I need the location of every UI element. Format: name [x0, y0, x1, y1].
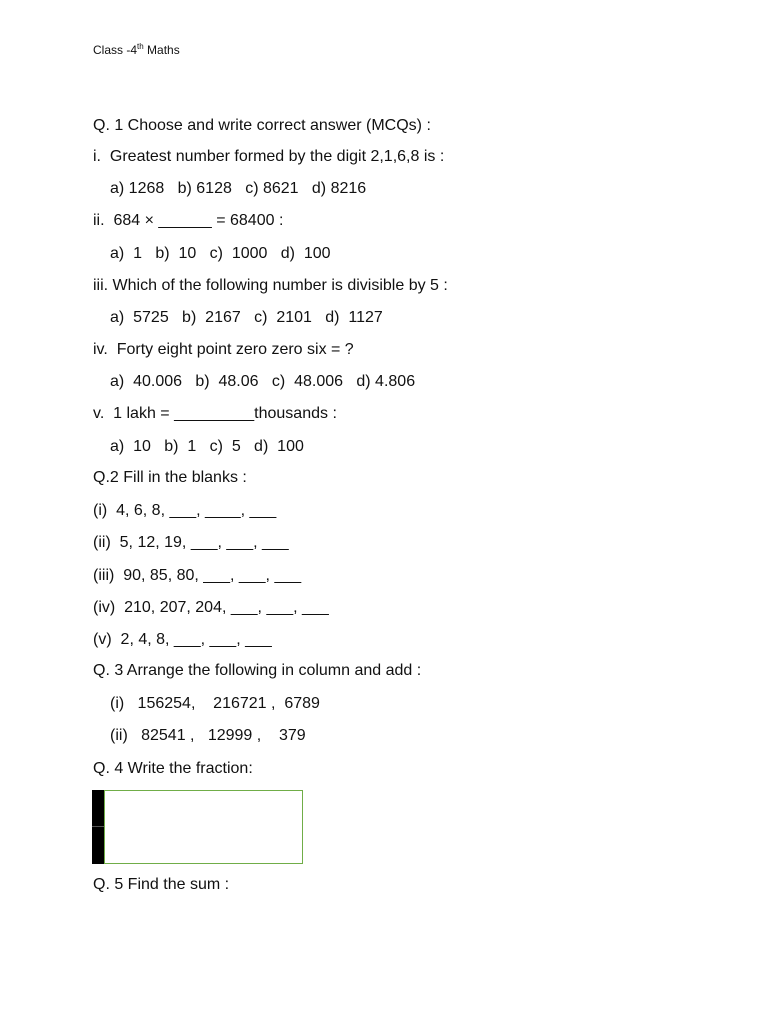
- q3-item-1: (i) 156254, 216721 , 6789: [110, 695, 320, 712]
- class-ordinal: th: [137, 42, 144, 51]
- fraction-figure: [92, 790, 303, 864]
- q5-title: Q. 5 Find the sum :: [93, 876, 230, 893]
- q1-question-4: iv. Forty eight point zero zero six = ?: [93, 341, 354, 358]
- q2-item-2: (ii) 5, 12, 19, ___, ___, ___: [93, 534, 289, 551]
- q3-item-2: (ii) 82541 , 12999 , 379: [110, 727, 306, 744]
- q2-item-1: (i) 4, 6, 8, ___, ____, ___: [93, 502, 277, 519]
- q2-item-5: (v) 2, 4, 8, ___, ___, ___: [93, 631, 272, 648]
- q4-title: Q. 4 Write the fraction:: [93, 760, 253, 777]
- q1-title: Q. 1 Choose and write correct answer (MCQs) :: [93, 117, 431, 134]
- q1-options-5: a) 10 b) 1 c) 5 d) 100: [110, 438, 304, 455]
- q1-question-3: iii. Which of the following number is divisible by 5 :: [93, 277, 448, 294]
- q1-options-1: a) 1268 b) 6128 c) 8621 d) 8216: [110, 180, 367, 197]
- q1-question-5: v. 1 lakh = _________thousands :: [93, 405, 337, 422]
- q1-question-1: i. Greatest number formed by the digit 2,1,6,8 is :: [93, 148, 445, 165]
- q1-question-2: ii. 684 × ______ = 68400 :: [93, 212, 284, 229]
- q1-options-4: a) 40.006 b) 48.06 c) 48.006 d) 4.806: [110, 373, 416, 390]
- q2-item-4: (iv) 210, 207, 204, ___, ___, ___: [93, 599, 329, 616]
- fraction-divider: [92, 826, 104, 827]
- q3-title: Q. 3 Arrange the following in column and add :: [93, 662, 422, 679]
- class-label: Class -4: [93, 43, 138, 57]
- q2-title: Q.2 Fill in the blanks :: [93, 469, 247, 486]
- q1-options-2: a) 1 b) 10 c) 1000 d) 100: [110, 245, 331, 262]
- fraction-shaded-bar: [92, 790, 104, 864]
- q1-options-3: a) 5725 b) 2167 c) 2101 d) 1127: [110, 309, 383, 326]
- fraction-box: [104, 790, 303, 864]
- q2-item-3: (iii) 90, 85, 80, ___, ___, ___: [93, 567, 302, 584]
- subject-label: Maths: [143, 43, 180, 57]
- page-header: [93, 43, 180, 57]
